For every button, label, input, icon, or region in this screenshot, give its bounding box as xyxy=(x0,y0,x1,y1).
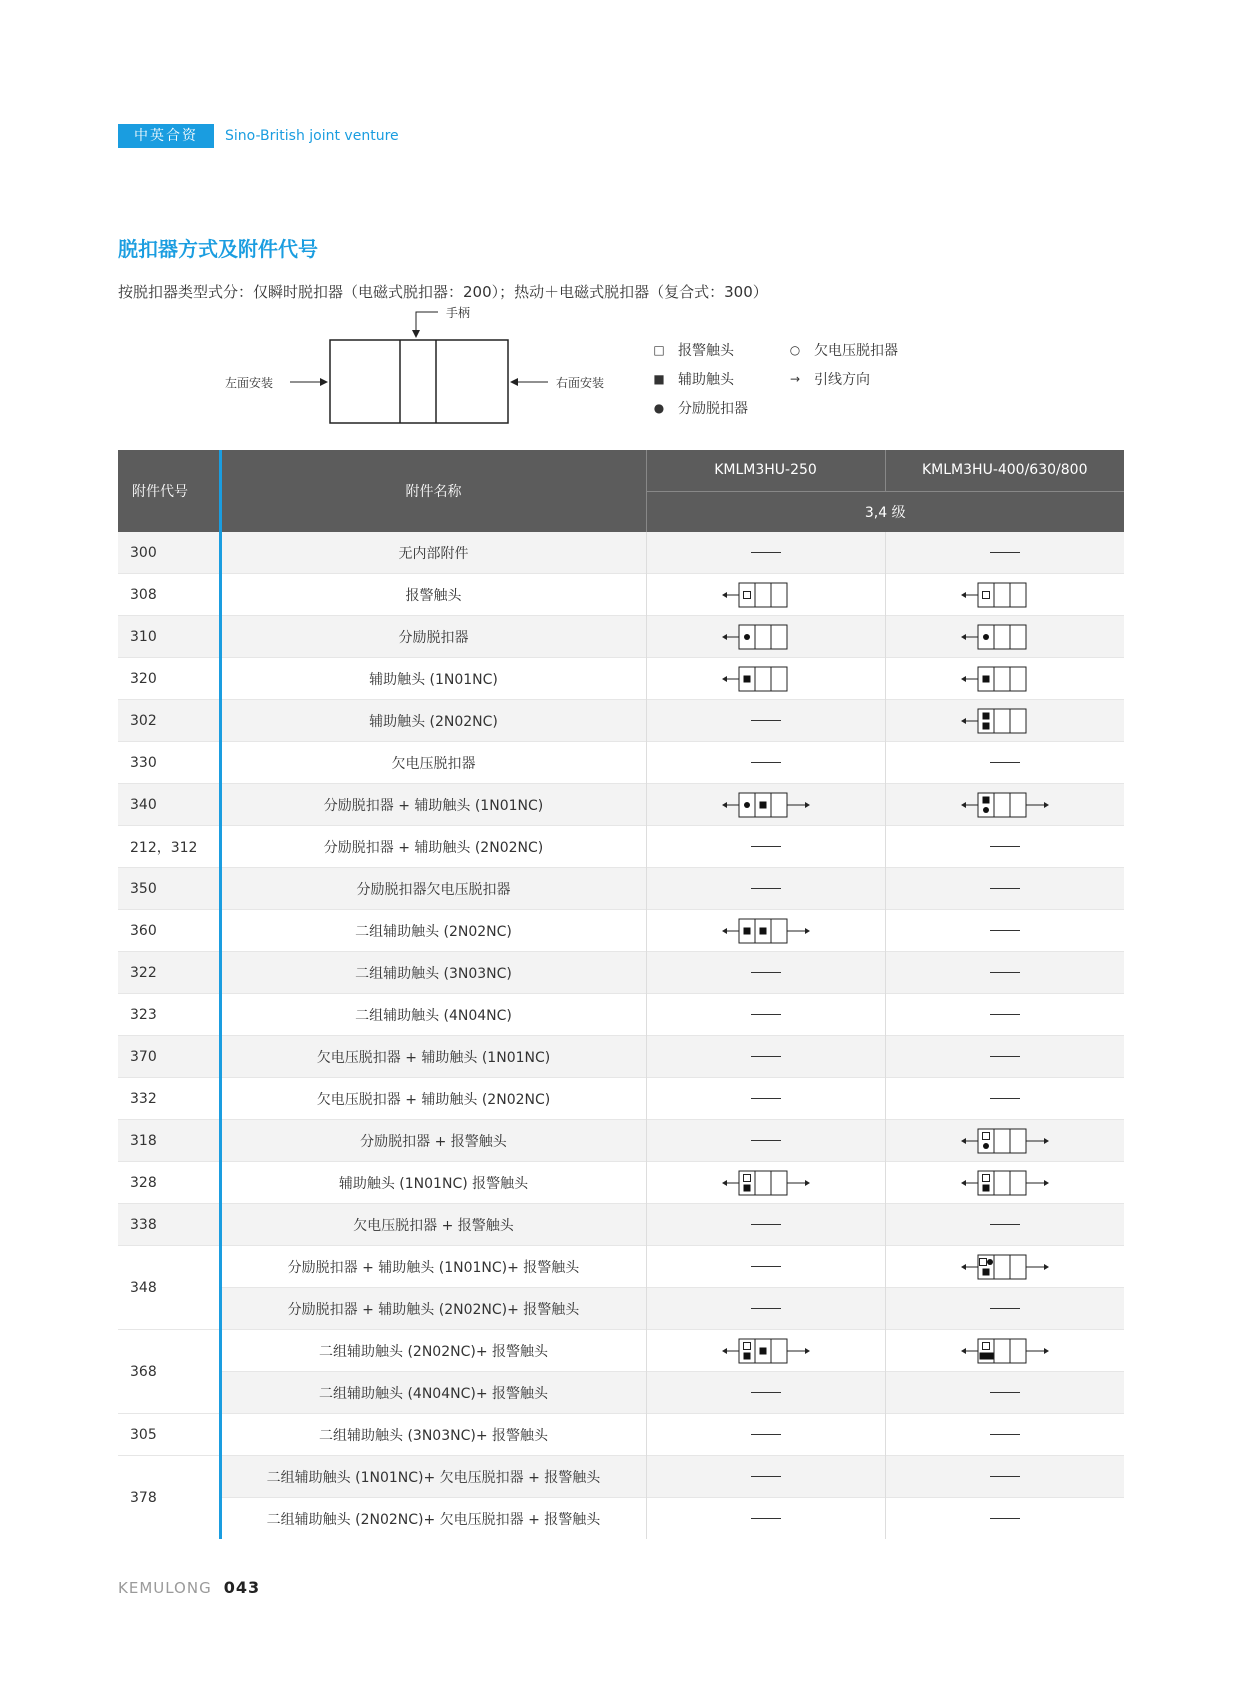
breaker-body xyxy=(330,340,508,423)
table-row xyxy=(118,910,1124,952)
not-available-dash xyxy=(990,1014,1020,1015)
cell-model-a xyxy=(646,1078,885,1120)
table-row xyxy=(118,1288,1124,1330)
table-row xyxy=(118,1036,1124,1078)
cell-model-a xyxy=(646,1372,885,1414)
filled-square-icon xyxy=(759,1347,766,1354)
legend-item xyxy=(648,340,734,360)
filled-dot-icon xyxy=(987,1259,993,1265)
cell-name: 二组辅助触头 (2N02NC)+ 欠电压脱扣器 + 报警触头 xyxy=(220,1498,646,1540)
hollow-square-icon xyxy=(982,1132,989,1139)
cell-model-a xyxy=(646,1498,885,1540)
accessory-symbol-icon xyxy=(960,1253,1050,1281)
not-available-dash xyxy=(990,1056,1020,1057)
hollow-square-icon: □ xyxy=(653,343,665,357)
cell-name: 二组辅助触头 (4N04NC)+ 报警触头 xyxy=(220,1372,646,1414)
lead-arrow-left xyxy=(961,802,966,808)
cell-code: 323 xyxy=(118,994,220,1036)
cell-model-b xyxy=(885,784,1124,826)
accessory-symbol-icon xyxy=(721,623,811,651)
cell-model-a xyxy=(646,1162,885,1204)
brand-en-label: Sino-British joint venture xyxy=(225,128,399,144)
not-available-dash xyxy=(751,1098,781,1099)
cell-model-b xyxy=(885,1414,1124,1456)
legend-item xyxy=(648,369,734,389)
cell-model-b xyxy=(885,700,1124,742)
lead-arrow-right xyxy=(805,928,810,934)
cell-model-a xyxy=(646,1288,885,1330)
table-row xyxy=(118,1120,1124,1162)
cell-model-b xyxy=(885,658,1124,700)
legend-item xyxy=(784,369,870,389)
not-available-dash xyxy=(751,1266,781,1267)
cell-name: 欠电压脱扣器 + 报警触头 xyxy=(220,1204,646,1246)
hollow-square-icon xyxy=(979,1258,986,1265)
table-row xyxy=(118,1330,1124,1372)
lead-arrow-right xyxy=(1044,802,1049,808)
cell-model-a xyxy=(646,784,885,826)
accessory-symbol-icon xyxy=(721,1169,811,1197)
col-header-poles: 3,4 级 xyxy=(646,491,1124,532)
cell-model-b xyxy=(885,742,1124,784)
not-available-dash xyxy=(990,888,1020,889)
filled-dot-icon xyxy=(983,807,989,813)
left-install-label: 左面安装 xyxy=(225,376,274,390)
filled-square-icon xyxy=(759,927,766,934)
cell-model-b xyxy=(885,910,1124,952)
not-available-dash xyxy=(751,1056,781,1057)
table-row xyxy=(118,1372,1124,1414)
table-row xyxy=(118,1414,1124,1456)
not-available-dash xyxy=(751,846,781,847)
cell-model-b xyxy=(885,1120,1124,1162)
filled-square-icon xyxy=(979,1352,986,1359)
legend-item xyxy=(784,340,898,360)
cell-model-b xyxy=(885,1036,1124,1078)
handle-arrow xyxy=(416,312,438,332)
cell-name: 辅助触头 (1N01NC) 报警触头 xyxy=(220,1162,646,1204)
accessory-symbol-icon xyxy=(721,1337,811,1365)
table-row xyxy=(118,700,1124,742)
filled-square-icon xyxy=(743,675,750,682)
not-available-dash xyxy=(751,720,781,721)
cell-code: 340 xyxy=(118,784,220,826)
legend-label: 欠电压脱扣器 xyxy=(814,343,898,359)
filled-square-icon xyxy=(986,1352,993,1359)
cell-name: 二组辅助触头 (3N03NC) xyxy=(220,952,646,994)
lead-arrow-left xyxy=(722,1348,727,1354)
cell-name: 分励脱扣器 xyxy=(220,616,646,658)
cell-code: 310 xyxy=(118,616,220,658)
hollow-square-icon xyxy=(982,591,989,598)
not-available-dash xyxy=(990,762,1020,763)
legend-label: 报警触头 xyxy=(678,343,734,359)
page-number: 043 xyxy=(223,1578,261,1597)
table-row xyxy=(118,616,1124,658)
section-description: 按脱扣器类型式分：仅瞬时脱扣器（电磁式脱扣器：200）；热动＋电磁式脱扣器（复合式：300） xyxy=(118,283,768,301)
cell-name: 报警触头 xyxy=(220,574,646,616)
table-row xyxy=(118,1246,1124,1288)
left-arrow-head xyxy=(320,378,328,386)
hollow-circle-icon: ○ xyxy=(789,343,801,357)
not-available-dash xyxy=(751,552,781,553)
accessory-symbol-icon xyxy=(960,665,1050,693)
hollow-square-icon xyxy=(982,1342,989,1349)
table-row xyxy=(118,658,1124,700)
not-available-dash xyxy=(990,1308,1020,1309)
accessory-symbol-icon xyxy=(960,623,1050,651)
not-available-dash xyxy=(751,1140,781,1141)
legend-item xyxy=(648,398,748,418)
filled-square-icon xyxy=(982,712,989,719)
legend-label: 辅助触头 xyxy=(678,372,734,388)
col-header-model-a: KMLM3HU-250 xyxy=(646,450,885,491)
not-available-dash xyxy=(751,1014,781,1015)
lead-arrow-left xyxy=(722,1180,727,1186)
cell-model-b xyxy=(885,994,1124,1036)
cell-code: 212，312 xyxy=(118,826,220,868)
table-row xyxy=(118,1498,1124,1540)
col-header-name: 附件名称 xyxy=(220,450,646,532)
right-arrow-head xyxy=(510,378,518,386)
cell-model-b xyxy=(885,1372,1124,1414)
hollow-square-icon xyxy=(743,591,750,598)
hollow-square-icon xyxy=(982,1174,989,1181)
table-row xyxy=(118,1162,1124,1204)
cell-model-a xyxy=(646,1204,885,1246)
filled-square-icon: ■ xyxy=(653,372,665,386)
not-available-dash xyxy=(751,762,781,763)
breaker-diagram xyxy=(220,300,640,430)
filled-square-icon xyxy=(982,1268,989,1275)
not-available-dash xyxy=(990,972,1020,973)
cell-model-a xyxy=(646,826,885,868)
cell-name: 分励脱扣器 + 辅助触头 (1N01NC) xyxy=(220,784,646,826)
cell-name: 分励脱扣器 + 辅助触头 (2N02NC) xyxy=(220,826,646,868)
filled-dot-icon xyxy=(983,1143,989,1149)
not-available-dash xyxy=(990,552,1020,553)
cell-model-a xyxy=(646,1036,885,1078)
footer-brand: KEMULONG xyxy=(118,1579,212,1597)
not-available-dash xyxy=(751,1434,781,1435)
not-available-dash xyxy=(990,1434,1020,1435)
page-footer xyxy=(118,1578,260,1597)
cell-name: 分励脱扣器 + 报警触头 xyxy=(220,1120,646,1162)
cell-name: 二组辅助触头 (2N02NC)+ 报警触头 xyxy=(220,1330,646,1372)
accessory-symbol-icon xyxy=(960,1127,1050,1155)
table-body xyxy=(118,532,1124,1539)
filled-square-icon xyxy=(982,722,989,729)
not-available-dash xyxy=(990,1392,1020,1393)
table-row xyxy=(118,952,1124,994)
lead-arrow-left xyxy=(961,1348,966,1354)
filled-square-icon xyxy=(982,1184,989,1191)
col-header-code: 附件代号 xyxy=(118,450,220,532)
cell-model-a xyxy=(646,700,885,742)
lead-arrow-left xyxy=(961,1180,966,1186)
cell-code: 320 xyxy=(118,658,220,700)
cell-name: 分励脱扣器 + 辅助触头 (1N01NC)+ 报警触头 xyxy=(220,1246,646,1288)
cell-model-a xyxy=(646,1246,885,1288)
filled-dot-icon xyxy=(983,634,989,640)
cell-model-b xyxy=(885,616,1124,658)
cell-model-a xyxy=(646,1120,885,1162)
filled-square-icon xyxy=(982,796,989,803)
lead-arrow-left xyxy=(961,1138,966,1144)
table-row xyxy=(118,868,1124,910)
cell-model-a xyxy=(646,868,885,910)
lead-arrow-left xyxy=(722,676,727,682)
lead-arrow-left xyxy=(722,634,727,640)
cell-model-b xyxy=(885,952,1124,994)
not-available-dash xyxy=(751,1224,781,1225)
lead-arrow-left xyxy=(961,634,966,640)
brand-tag xyxy=(118,124,399,148)
lead-arrow-left xyxy=(961,676,966,682)
lead-arrow-right xyxy=(805,802,810,808)
cell-code: 322 xyxy=(118,952,220,994)
table-row xyxy=(118,1204,1124,1246)
cell-code: 370 xyxy=(118,1036,220,1078)
table-row xyxy=(118,784,1124,826)
cell-name: 分励脱扣器欠电压脱扣器 xyxy=(220,868,646,910)
accessory-symbol-icon xyxy=(721,791,811,819)
brand-cn-label: 中英合资 xyxy=(118,124,214,148)
not-available-dash xyxy=(751,1476,781,1477)
cell-model-a xyxy=(646,1330,885,1372)
handle-arrow-head xyxy=(412,330,420,338)
right-install-label: 右面安装 xyxy=(556,376,605,390)
lead-arrow-right xyxy=(805,1180,810,1186)
cell-name: 辅助触头 (2N02NC) xyxy=(220,700,646,742)
cell-code: 350 xyxy=(118,868,220,910)
accessory-symbol-icon xyxy=(960,707,1050,735)
cell-model-b xyxy=(885,1456,1124,1498)
not-available-dash xyxy=(751,888,781,889)
not-available-dash xyxy=(751,1308,781,1309)
cell-model-b xyxy=(885,826,1124,868)
lead-arrow-right xyxy=(1044,1138,1049,1144)
cell-code: 302 xyxy=(118,700,220,742)
cell-name: 二组辅助触头 (1N01NC)+ 欠电压脱扣器 + 报警触头 xyxy=(220,1456,646,1498)
table-row xyxy=(118,994,1124,1036)
accessory-symbol-icon xyxy=(960,791,1050,819)
not-available-dash xyxy=(990,846,1020,847)
cell-code: 378 xyxy=(118,1456,220,1540)
section-title: 脱扣器方式及附件代号 xyxy=(118,237,318,261)
lead-arrow-right xyxy=(805,1348,810,1354)
cell-model-a xyxy=(646,574,885,616)
legend-label: 分励脱扣器 xyxy=(678,401,748,417)
cell-code: 348 xyxy=(118,1246,220,1330)
filled-dot-icon xyxy=(744,634,750,640)
not-available-dash xyxy=(751,1392,781,1393)
lead-arrow-right xyxy=(1044,1264,1049,1270)
cell-model-a xyxy=(646,1414,885,1456)
cell-name: 二组辅助触头 (4N04NC) xyxy=(220,994,646,1036)
cell-name: 二组辅助触头 (2N02NC) xyxy=(220,910,646,952)
cell-code: 318 xyxy=(118,1120,220,1162)
filled-square-icon xyxy=(743,1184,750,1191)
cell-model-a xyxy=(646,658,885,700)
filled-square-icon xyxy=(982,675,989,682)
not-available-dash xyxy=(990,1098,1020,1099)
table-row xyxy=(118,532,1124,574)
lead-arrow-left xyxy=(722,802,727,808)
filled-square-icon xyxy=(743,927,750,934)
cell-model-a xyxy=(646,1456,885,1498)
filled-square-icon xyxy=(743,1352,750,1359)
cell-name: 欠电压脱扣器 + 辅助触头 (1N01NC) xyxy=(220,1036,646,1078)
lead-arrow-right xyxy=(1044,1348,1049,1354)
cell-name: 分励脱扣器 + 辅助触头 (2N02NC)+ 报警触头 xyxy=(220,1288,646,1330)
accessory-symbol-icon xyxy=(721,665,811,693)
cell-model-b xyxy=(885,868,1124,910)
accessory-table xyxy=(118,450,1124,1539)
accessory-symbol-icon xyxy=(721,581,811,609)
cell-name: 辅助触头 (1N01NC) xyxy=(220,658,646,700)
cell-model-b xyxy=(885,574,1124,616)
arrow-right-icon: → xyxy=(789,372,801,386)
cell-code: 338 xyxy=(118,1204,220,1246)
cell-code: 330 xyxy=(118,742,220,784)
table-row xyxy=(118,826,1124,868)
not-available-dash xyxy=(751,972,781,973)
col-header-model-b: KMLM3HU-400/630/800 xyxy=(885,450,1124,491)
cell-code: 328 xyxy=(118,1162,220,1204)
lead-arrow-right xyxy=(1044,1180,1049,1186)
filled-dot-icon xyxy=(744,802,750,808)
table-row xyxy=(118,574,1124,616)
cell-code: 305 xyxy=(118,1414,220,1456)
handle-label: 手柄 xyxy=(446,306,471,320)
table-row xyxy=(118,742,1124,784)
cell-model-a xyxy=(646,910,885,952)
cell-model-a xyxy=(646,742,885,784)
lead-arrow-left xyxy=(722,928,727,934)
cell-model-b xyxy=(885,532,1124,574)
cell-model-b xyxy=(885,1330,1124,1372)
accessory-symbol-icon xyxy=(960,1169,1050,1197)
not-available-dash xyxy=(990,1224,1020,1225)
cell-name: 二组辅助触头 (3N03NC)+ 报警触头 xyxy=(220,1414,646,1456)
cell-model-a xyxy=(646,994,885,1036)
cell-name: 欠电压脱扣器 + 辅助触头 (2N02NC) xyxy=(220,1078,646,1120)
not-available-dash xyxy=(990,1476,1020,1477)
cell-model-b xyxy=(885,1078,1124,1120)
filled-dot-icon: ● xyxy=(653,401,665,415)
legend-label: 引线方向 xyxy=(814,372,870,388)
not-available-dash xyxy=(751,1518,781,1519)
table-row xyxy=(118,1456,1124,1498)
lead-arrow-left xyxy=(961,592,966,598)
cell-model-b xyxy=(885,1162,1124,1204)
lead-arrow-left xyxy=(961,1264,966,1270)
not-available-dash xyxy=(990,1518,1020,1519)
cell-name: 欠电压脱扣器 xyxy=(220,742,646,784)
cell-code: 368 xyxy=(118,1330,220,1414)
cell-model-a xyxy=(646,952,885,994)
accessory-symbol-icon xyxy=(960,581,1050,609)
cell-model-b xyxy=(885,1288,1124,1330)
hollow-square-icon xyxy=(743,1342,750,1349)
table-row xyxy=(118,1078,1124,1120)
cell-model-a xyxy=(646,532,885,574)
cell-code: 332 xyxy=(118,1078,220,1120)
not-available-dash xyxy=(990,930,1020,931)
accessory-symbol-icon xyxy=(960,1337,1050,1365)
lead-arrow-left xyxy=(722,592,727,598)
cell-model-a xyxy=(646,616,885,658)
cell-model-b xyxy=(885,1498,1124,1540)
cell-model-b xyxy=(885,1246,1124,1288)
cell-model-b xyxy=(885,1204,1124,1246)
hollow-square-icon xyxy=(743,1174,750,1181)
cell-name: 无内部附件 xyxy=(220,532,646,574)
filled-square-icon xyxy=(759,801,766,808)
cell-code: 360 xyxy=(118,910,220,952)
cell-code: 300 xyxy=(118,532,220,574)
accessory-symbol-icon xyxy=(721,917,811,945)
cell-code: 308 xyxy=(118,574,220,616)
lead-arrow-left xyxy=(961,718,966,724)
